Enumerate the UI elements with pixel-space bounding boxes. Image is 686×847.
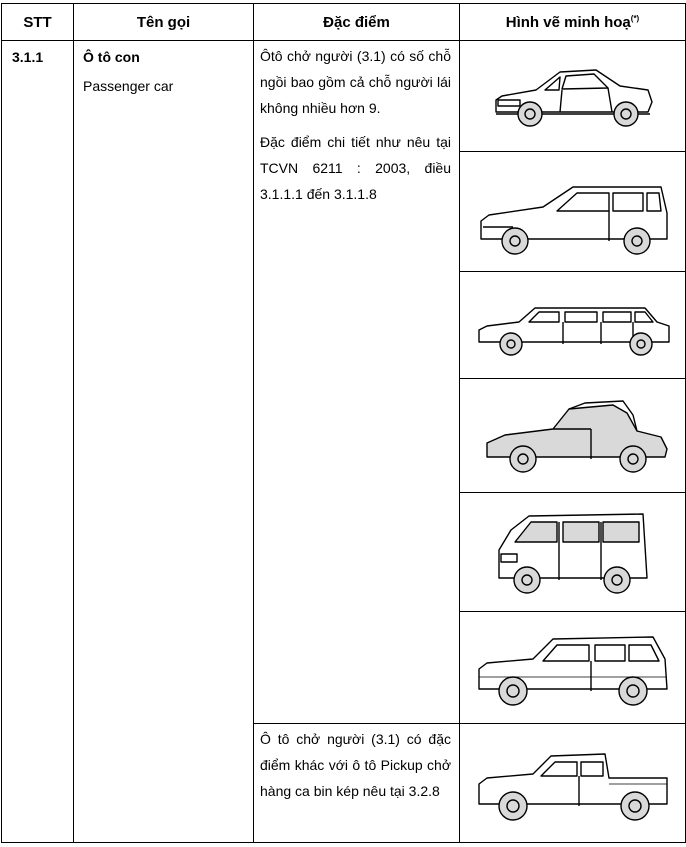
header-illustration-note: (*) [630,13,640,23]
row-name-vi: Ô tô con [83,49,140,65]
row-stt: 3.1.1 [2,41,74,843]
illustration-cell [460,41,686,152]
header-stt: STT [2,4,74,41]
illustration-cell [460,612,686,724]
illustration-cell [460,272,686,379]
table-row [2,41,686,152]
minivan-drawing [493,502,653,602]
illustration-cell [460,724,686,843]
row-name-en: Passenger car [83,78,174,94]
sedan-car-drawing [488,56,658,136]
row-name-cell [74,41,254,843]
double-cab-pickup-drawing [473,738,673,828]
header-features: Đặc điểm [254,4,460,41]
header-row [2,4,686,41]
row-description-pickup [254,724,460,843]
illustration-cell [460,152,686,272]
header-name: Tên gọi [74,4,254,41]
illustration-cell [460,493,686,612]
description-paragraph-1: Ôtô chở người (3.1) có số chỗ ngồi bao gồm cả chỗ người lái không nhiều hơn 9. [260,48,451,116]
illustration-cell [460,379,686,493]
convertible-drawing [473,391,673,481]
description-paragraph-2: Đặc điểm chi tiết như nêu tại TCVN 6211 : 2003, điều 3.1.1.1 đến 3.1.1.8 [260,134,451,202]
vehicle-classification-table [1,3,686,843]
suv-drawing [473,623,673,713]
description-paragraph-3: Ô tô chở người (3.1) có đặc điểm khác với ô tô Pickup chở hàng ca bin kép nêu tại 3.2.8 [260,731,451,799]
row-description [254,41,460,724]
header-illustration-label: Hình vẽ minh hoạ [505,13,631,31]
header-illustration [460,4,686,41]
station-wagon-drawing [473,167,673,257]
limousine-drawing [473,290,673,360]
